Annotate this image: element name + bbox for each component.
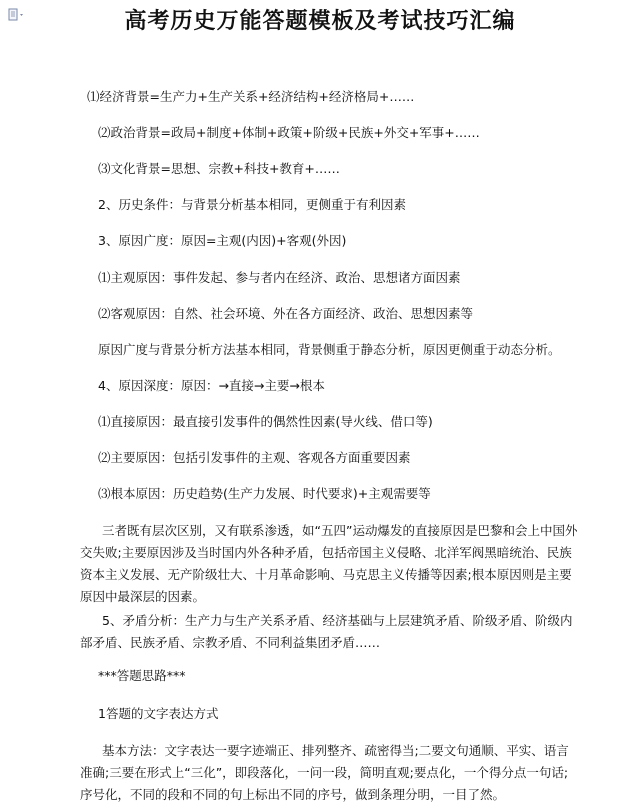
text-line: 原因广度与背景分析方法基本相同，背景侧重于静态分析，原因更侧重于动态分析。: [98, 342, 561, 357]
text-line: 2、历史条件：与背景分析基本相同，更侧重于有利因素: [98, 197, 406, 212]
section-heading: ***答题思路***: [98, 668, 186, 683]
text-line: ⑶根本原因：历史趋势(生产力发展、时代要求)+主观需要等: [98, 486, 431, 501]
document-title: 高考历史万能答题模板及考试技巧汇编: [124, 8, 516, 34]
paragraph: 基本方法：文字表达一要字迹端正、排列整齐、疏密得当;二要文句通顺、平实、语言准确;三要在形式上“三化”，即段落化，一问一段，简明直观;要点化，一个得分点一句话;序号化，不同的段和不同的句上标出不同的序号，做到条理分明，一目了然。: [80, 743, 569, 802]
text-line: 4、原因深度：原因：→直接→主要→根本: [98, 378, 325, 393]
text-line: ⑵政治背景=政局+制度+体制+政策+阶级+民族+外交+军事+……: [98, 125, 480, 140]
text-line: ⑴直接原因：最直接引发事件的偶然性因素(导火线、借口等): [98, 414, 433, 429]
text-line: ⑴主观原因：事件发起、参与者内在经济、政治、思想诸方面因素: [98, 270, 461, 285]
paragraph: 三者既有层次区别，又有联系渗透，如“五四”运动爆发的直接原因是巴黎和会上中国外交失败;主要原因涉及当时国内外各种矛盾，包括帝国主义侵略、北洋军阀黑暗统治、民族资本主义发展、无产阶级壮大、十月革命影响、马克思主义传播等因素;根本原因则是主要原因中最深层的因素。: [80, 523, 578, 604]
paragraph: 5、矛盾分析：生产力与生产关系矛盾、经济基础与上层建筑矛盾、阶级矛盾、阶级内部矛盾、民族矛盾、宗教矛盾、不同利益集团矛盾……: [80, 613, 573, 650]
text-line: ⑴经济背景=生产力+生产关系+经济结构+经济格局+……: [87, 89, 415, 104]
text-line: ⑵客观原因：自然、社会环境、外在各方面经济、政治、思想因素等: [98, 306, 474, 321]
text-line: ⑶文化背景=思想、宗教+科技+教育+……: [98, 161, 340, 176]
sub-heading: 1答题的文字表达方式: [98, 706, 219, 721]
text-line: ⑵主要原因：包括引发事件的主观、客观各方面重要因素: [98, 450, 411, 465]
text-line: 3、原因广度：原因=主观(内因)+客观(外因): [98, 233, 347, 248]
